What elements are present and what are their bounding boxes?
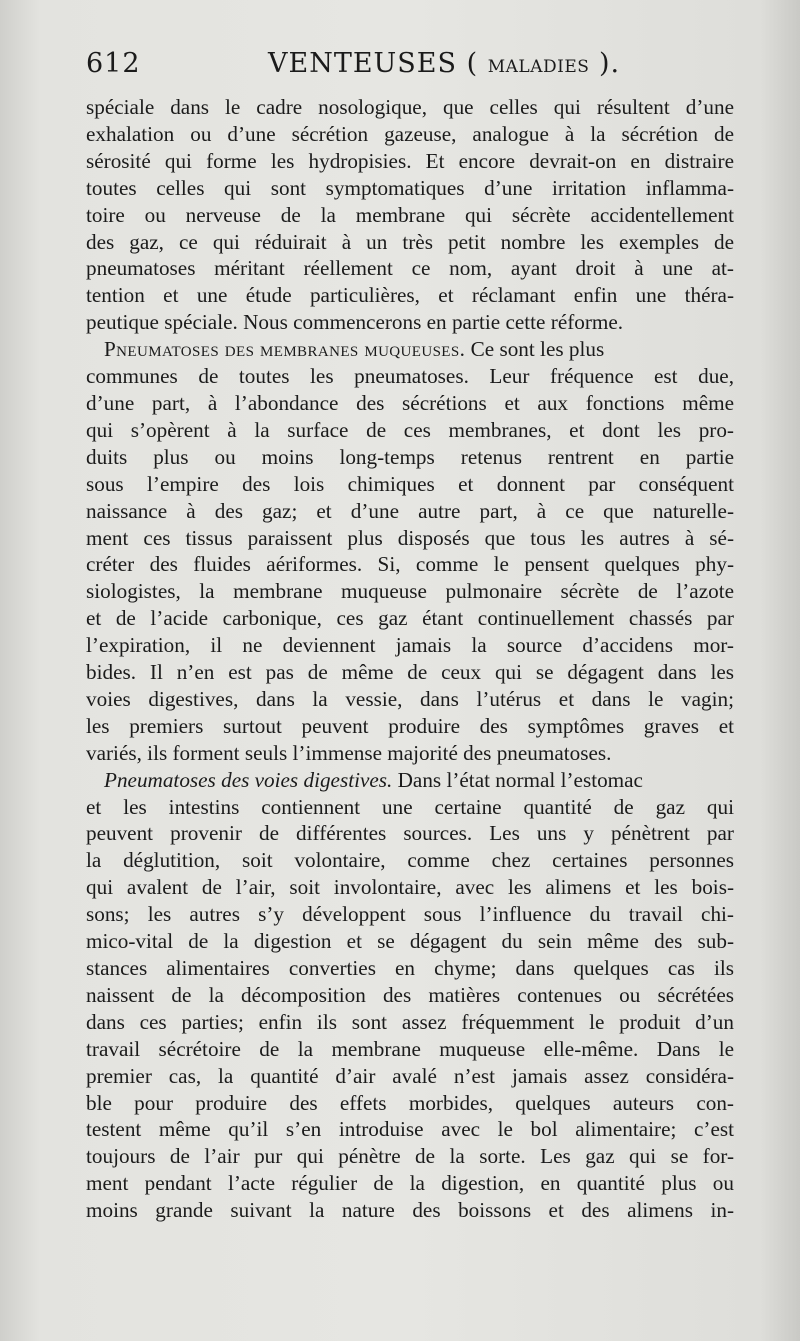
text-fragment: Dans l’état normal l’estomac xyxy=(397,767,643,792)
running-title-main: VENTEUSES xyxy=(268,48,458,79)
text-line: sérosité qui forme les hydropisies. Et encore devrait-on en distraire xyxy=(86,148,734,173)
text-line: créter des fluides aériformes. Si, comme le pensent quelques phy- xyxy=(86,552,734,577)
text-line: bides. Il n’en est pas de même de ceux qui se dégagent dans les xyxy=(86,660,734,685)
text-line: premier cas, la quantité d’air avalé n’est jamais assez considéra- xyxy=(86,1063,734,1088)
text-line: toire ou nerveuse de la membrane qui sécrète accidentellement xyxy=(86,202,734,227)
text-line: pneumatoses méritant réellement ce nom, ayant droit à une at- xyxy=(86,256,734,281)
running-title-close: ). xyxy=(599,48,621,79)
text-line: des gaz, ce qui réduirait à un très petit nombre les exemples de xyxy=(86,229,734,254)
section-heading-muqueuses: Pneumatoses des membranes muqueuses. xyxy=(104,337,466,362)
text-line: les premiers surtout peuvent produire des symptômes graves et xyxy=(86,713,734,738)
page-header xyxy=(86,48,734,92)
text-line: moins grande suivant la nature des boissons et des alimens in- xyxy=(86,1198,734,1223)
text-line: naissance à des gaz; et d’une autre part, à ce que naturelle- xyxy=(86,498,734,523)
text-line: la déglutition, soit volontaire, comme chez certaines personnes xyxy=(86,848,734,873)
text-line: tention et une étude particulières, et réclamant enfin une théra- xyxy=(86,283,734,308)
page-number: 612 xyxy=(86,48,141,79)
text-line: et les intestins contiennent une certaine quantité de gaz qui xyxy=(86,794,734,819)
text-line: d’une part, à l’abondance des sécrétions et aux fonctions même xyxy=(86,390,734,415)
text-line: peutique spéciale. Nous commencerons en partie cette réforme. xyxy=(86,310,624,335)
text-line: mico-vital de la digestion et se dégagent du sein même des sub- xyxy=(86,929,734,954)
text-line: sous l’empire des lois chimiques et donnent par conséquent xyxy=(86,471,734,496)
text-fragment: Ce sont les plus xyxy=(470,337,605,362)
text-line: travail sécrétoire de la membrane muqueuse elle-même. Dans le xyxy=(86,1036,734,1061)
text-line: ble pour produire des effets morbides, quelques auteurs con- xyxy=(86,1090,734,1115)
text-line: testent même qu’il s’en introduise avec le bol alimentaire; c’est xyxy=(86,1117,734,1142)
text-line: ment ces tissus paraissent plus disposés que tous les autres à sé- xyxy=(86,525,734,550)
text-line: ment pendant l’acte régulier de la digestion, en quantité plus ou xyxy=(86,1171,734,1196)
running-title xyxy=(268,48,620,79)
body-text xyxy=(86,94,734,1224)
text-line xyxy=(86,336,734,363)
text-line: qui s’opèrent à la surface de ces membranes, et dont les pro- xyxy=(86,417,734,442)
text-line: dans ces parties; enfin ils sont assez fréquemment le produit d’un xyxy=(86,1009,734,1034)
text-line: voies digestives, dans la vessie, dans l’utérus et dans le vagin; xyxy=(86,686,734,711)
paragraph-1 xyxy=(86,94,734,336)
text-line: toutes celles qui sont symptomatiques d’une irritation inflamma- xyxy=(86,175,734,200)
text-line: duits plus ou moins long-temps retenus rentrent en partie xyxy=(86,444,734,469)
text-line: communes de toutes les pneumatoses. Leur fréquence est due, xyxy=(86,364,734,389)
text-line: et de l’acide carbonique, ces gaz étant continuellement chassés par xyxy=(86,606,734,631)
text-line: variés, ils forment seuls l’immense majorité des pneumatoses. xyxy=(86,740,612,765)
text-line: toujours de l’air pur qui pénètre de la sorte. Les gaz qui se for- xyxy=(86,1144,734,1169)
running-title-subtitle: MALADIES xyxy=(487,57,590,77)
section-heading-voies-digestives: Pneumatoses des voies digestives. xyxy=(104,767,393,792)
text-line: stances alimentaires converties en chyme; dans quelques cas ils xyxy=(86,956,734,980)
paragraph-3 xyxy=(86,767,734,1224)
text-line: peuvent provenir de différentes sources. Les uns y pénètrent par xyxy=(86,821,734,846)
text-line: sons; les autres s’y développent sous l’influence du travail chi- xyxy=(86,902,734,927)
text-line: siologistes, la membrane muqueuse pulmonaire sécrète de l’azote xyxy=(86,579,734,604)
text-line xyxy=(86,767,734,794)
text-line: spéciale dans le cadre nosologique, que celles qui résultent d’une xyxy=(86,95,734,119)
text-line: l’expiration, il ne deviennent jamais la source d’accidens mor- xyxy=(86,633,734,658)
text-line: exhalation ou d’une sécrétion gazeuse, analogue à la sécrétion de xyxy=(86,121,734,146)
text-line: naissent de la décomposition des matières contenues ou sécrétées xyxy=(86,982,734,1007)
paragraph-2 xyxy=(86,336,734,767)
running-title-open: ( xyxy=(466,48,479,79)
text-line: qui avalent de l’air, soit involontaire, avec les alimens et les bois- xyxy=(86,875,734,900)
